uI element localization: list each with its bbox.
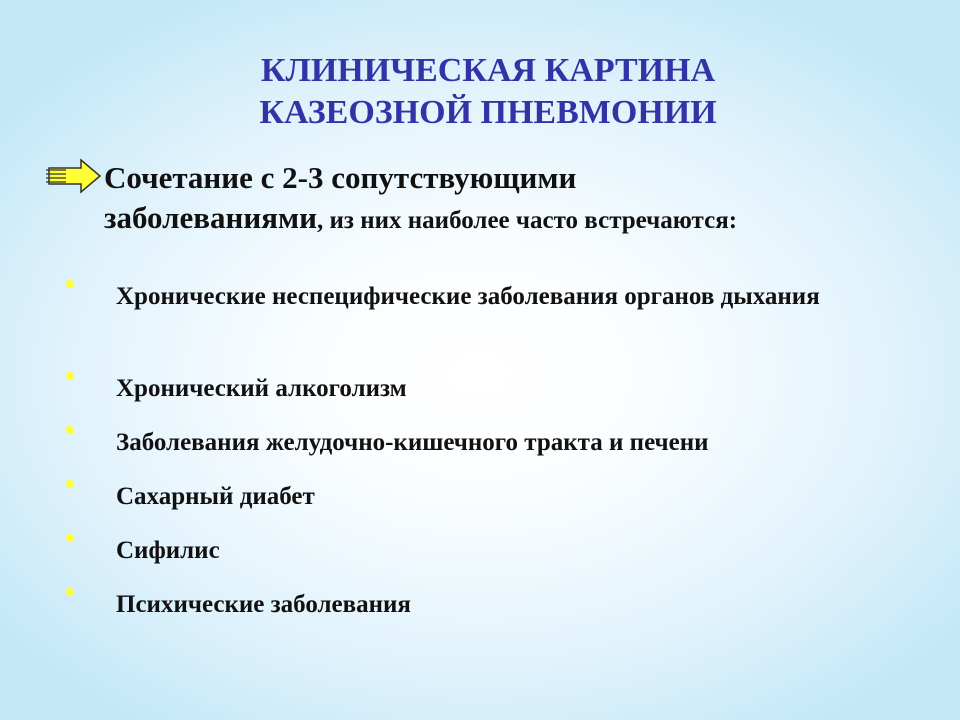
list-item-text: Хронический алкоголизм bbox=[116, 375, 407, 402]
list-item-text: Психические заболевания bbox=[116, 591, 411, 618]
intro-line-2-rest: , из них наиболее часто встречаются: bbox=[317, 207, 738, 234]
dot-icon bbox=[66, 534, 74, 542]
slide-title-line-1: КЛИНИЧЕСКАЯ КАРТИНА bbox=[260, 52, 716, 89]
slide-title-line-2: КАЗЕОЗНОЙ ПНЕВМОНИИ bbox=[259, 94, 717, 131]
intro-line-2 bbox=[104, 198, 934, 244]
list-item-text: Сифилис bbox=[116, 537, 220, 564]
slide-title bbox=[0, 50, 960, 134]
dot-icon bbox=[66, 426, 74, 434]
dot-icon bbox=[66, 280, 74, 288]
list-item-text: Сахарный диабет bbox=[116, 483, 315, 510]
intro-line-1: Сочетание с 2-3 сопутствующими bbox=[104, 160, 577, 195]
list-item-text: Заболевания желудочно-кишечного тракта и печени bbox=[116, 429, 709, 456]
dot-icon bbox=[66, 372, 74, 380]
intro-line-2-emphasis: заболеваниями bbox=[104, 200, 318, 235]
intro-text bbox=[104, 158, 934, 244]
dot-icon bbox=[66, 480, 74, 488]
list-item-text: Хронические неспецифические заболевания органов дыхания bbox=[116, 283, 820, 310]
arrow-right-icon bbox=[46, 158, 102, 194]
dot-icon bbox=[66, 588, 74, 596]
